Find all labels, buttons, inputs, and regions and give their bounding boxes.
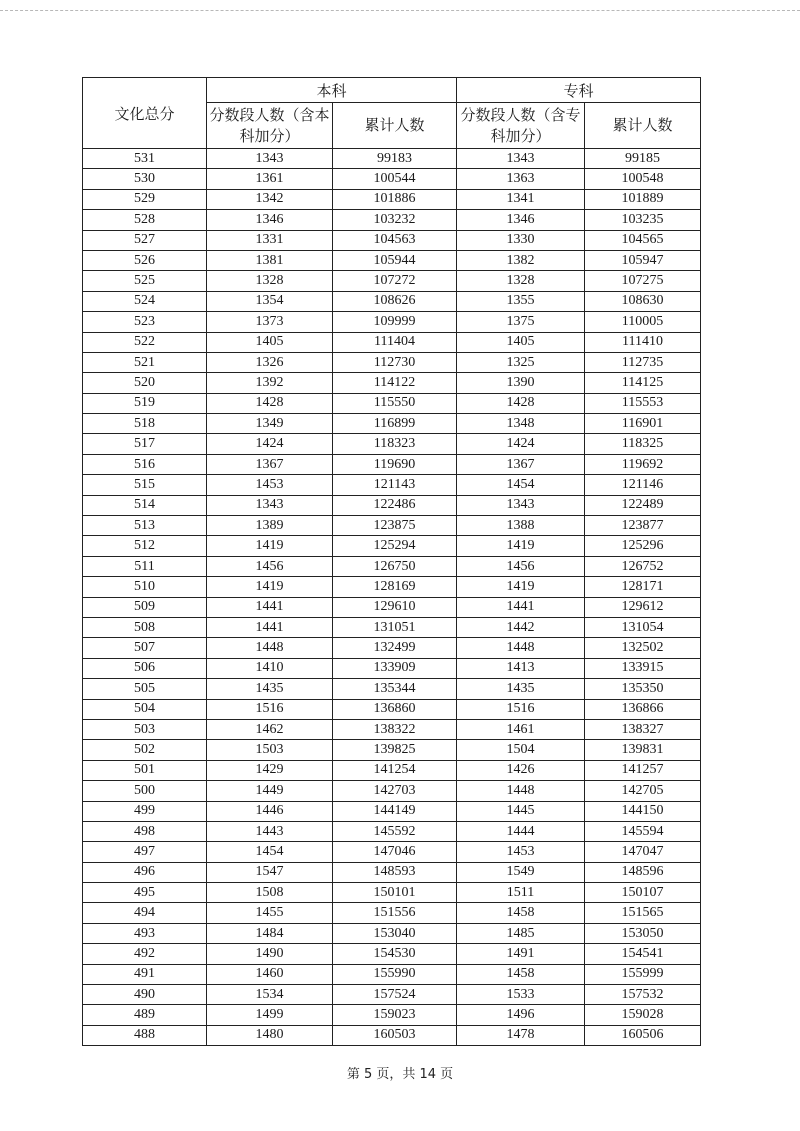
cell-vocational-segment: 1348: [457, 414, 585, 434]
table-row: [83, 454, 701, 474]
cell-undergrad-cumulative: 122486: [333, 495, 457, 515]
cell-vocational-segment: 1504: [457, 740, 585, 760]
cell-score: 521: [83, 352, 207, 372]
table-row: [83, 1025, 701, 1045]
cell-score: 517: [83, 434, 207, 454]
cell-vocational-cumulative: 101889: [585, 189, 701, 209]
table-row: [83, 516, 701, 536]
table-row: [83, 883, 701, 903]
cell-undergrad-cumulative: 150101: [333, 883, 457, 903]
cell-vocational-cumulative: 107275: [585, 271, 701, 291]
cell-score: 512: [83, 536, 207, 556]
cell-vocational-cumulative: 141257: [585, 760, 701, 780]
cell-undergrad-segment: 1381: [207, 250, 333, 270]
cell-score: 494: [83, 903, 207, 923]
cell-vocational-segment: 1485: [457, 923, 585, 943]
table-row: [83, 719, 701, 739]
cell-vocational-cumulative: 103235: [585, 210, 701, 230]
cell-vocational-segment: 1426: [457, 760, 585, 780]
cell-score: 528: [83, 210, 207, 230]
cell-vocational-cumulative: 148596: [585, 862, 701, 882]
header-undergrad-segment: 分数段人数（含本科加分）: [207, 103, 333, 149]
table-row: [83, 373, 701, 393]
cell-vocational-segment: 1328: [457, 271, 585, 291]
cell-score: 518: [83, 414, 207, 434]
cell-vocational-segment: 1458: [457, 903, 585, 923]
cell-undergrad-cumulative: 100544: [333, 169, 457, 189]
cell-vocational-cumulative: 150107: [585, 883, 701, 903]
cell-vocational-cumulative: 105947: [585, 250, 701, 270]
cell-vocational-cumulative: 142705: [585, 781, 701, 801]
table-row: [83, 475, 701, 495]
cell-undergrad-segment: 1534: [207, 985, 333, 1005]
cell-undergrad-cumulative: 153040: [333, 923, 457, 943]
cell-vocational-segment: 1330: [457, 230, 585, 250]
table-row: [83, 577, 701, 597]
table-row: [83, 699, 701, 719]
cell-vocational-cumulative: 125296: [585, 536, 701, 556]
cell-vocational-segment: 1496: [457, 1005, 585, 1025]
table-row: [83, 169, 701, 189]
table-row: [83, 271, 701, 291]
cell-undergrad-cumulative: 103232: [333, 210, 457, 230]
table-row: [83, 903, 701, 923]
cell-score: 501: [83, 760, 207, 780]
cell-undergrad-cumulative: 154530: [333, 944, 457, 964]
cell-vocational-segment: 1445: [457, 801, 585, 821]
cell-vocational-cumulative: 126752: [585, 556, 701, 576]
cell-undergrad-segment: 1480: [207, 1025, 333, 1045]
cell-vocational-cumulative: 104565: [585, 230, 701, 250]
cell-vocational-segment: 1367: [457, 454, 585, 474]
cell-undergrad-segment: 1419: [207, 536, 333, 556]
cell-score: 503: [83, 719, 207, 739]
table-row: [83, 352, 701, 372]
score-distribution-table: [82, 77, 701, 1046]
table-row: [83, 862, 701, 882]
cell-score: 499: [83, 801, 207, 821]
cell-undergrad-cumulative: 135344: [333, 679, 457, 699]
cell-vocational-cumulative: 144150: [585, 801, 701, 821]
cell-undergrad-segment: 1405: [207, 332, 333, 352]
cell-undergrad-segment: 1446: [207, 801, 333, 821]
table-row: [83, 230, 701, 250]
table-body: [83, 149, 701, 1046]
cell-vocational-segment: 1533: [457, 985, 585, 1005]
cell-undergrad-cumulative: 128169: [333, 577, 457, 597]
cell-vocational-cumulative: 123877: [585, 516, 701, 536]
table-row: [83, 332, 701, 352]
cell-vocational-cumulative: 115553: [585, 393, 701, 413]
cell-vocational-cumulative: 122489: [585, 495, 701, 515]
cell-vocational-segment: 1419: [457, 536, 585, 556]
table-row: [83, 617, 701, 637]
cell-score: 493: [83, 923, 207, 943]
header-vocational-cumulative: 累计人数: [585, 103, 701, 149]
cell-score: 516: [83, 454, 207, 474]
cell-vocational-segment: 1453: [457, 842, 585, 862]
cell-vocational-segment: 1458: [457, 964, 585, 984]
header-score: 文化总分: [83, 78, 207, 149]
cell-undergrad-segment: 1490: [207, 944, 333, 964]
cell-vocational-cumulative: 155999: [585, 964, 701, 984]
cell-vocational-cumulative: 129612: [585, 597, 701, 617]
cell-undergrad-cumulative: 132499: [333, 638, 457, 658]
table-row: [83, 434, 701, 454]
cell-vocational-segment: 1341: [457, 189, 585, 209]
table-row: [83, 964, 701, 984]
cell-score: 507: [83, 638, 207, 658]
cell-score: 496: [83, 862, 207, 882]
cell-undergrad-cumulative: 105944: [333, 250, 457, 270]
table-row: [83, 1005, 701, 1025]
cell-undergrad-cumulative: 118323: [333, 434, 457, 454]
header-vocational: 专科: [457, 78, 701, 103]
cell-score: 510: [83, 577, 207, 597]
cell-undergrad-cumulative: 108626: [333, 291, 457, 311]
cell-undergrad-segment: 1367: [207, 454, 333, 474]
cell-vocational-segment: 1516: [457, 699, 585, 719]
cell-score: 530: [83, 169, 207, 189]
table-row: [83, 923, 701, 943]
cell-undergrad-segment: 1516: [207, 699, 333, 719]
cell-undergrad-segment: 1342: [207, 189, 333, 209]
cell-undergrad-segment: 1389: [207, 516, 333, 536]
table-row: [83, 495, 701, 515]
cell-undergrad-cumulative: 144149: [333, 801, 457, 821]
cell-undergrad-cumulative: 101886: [333, 189, 457, 209]
cell-vocational-segment: 1448: [457, 638, 585, 658]
cell-undergrad-segment: 1456: [207, 556, 333, 576]
cell-score: 498: [83, 821, 207, 841]
cell-undergrad-cumulative: 142703: [333, 781, 457, 801]
cell-undergrad-segment: 1454: [207, 842, 333, 862]
cell-undergrad-segment: 1343: [207, 149, 333, 169]
cell-vocational-segment: 1511: [457, 883, 585, 903]
cell-vocational-segment: 1435: [457, 679, 585, 699]
table-row: [83, 801, 701, 821]
cell-score: 500: [83, 781, 207, 801]
cell-score: 488: [83, 1025, 207, 1045]
cell-undergrad-cumulative: 107272: [333, 271, 457, 291]
cell-vocational-segment: 1346: [457, 210, 585, 230]
cell-undergrad-segment: 1343: [207, 495, 333, 515]
cell-vocational-cumulative: 153050: [585, 923, 701, 943]
cell-score: 525: [83, 271, 207, 291]
table-row: [83, 149, 701, 169]
cell-undergrad-segment: 1410: [207, 658, 333, 678]
cell-vocational-segment: 1424: [457, 434, 585, 454]
table-row: [83, 985, 701, 1005]
cell-undergrad-segment: 1349: [207, 414, 333, 434]
cell-vocational-cumulative: 139831: [585, 740, 701, 760]
cell-score: 509: [83, 597, 207, 617]
cell-vocational-cumulative: 151565: [585, 903, 701, 923]
cell-vocational-cumulative: 135350: [585, 679, 701, 699]
cell-undergrad-segment: 1346: [207, 210, 333, 230]
cell-undergrad-cumulative: 151556: [333, 903, 457, 923]
cell-vocational-segment: 1413: [457, 658, 585, 678]
cell-undergrad-cumulative: 112730: [333, 352, 457, 372]
cell-vocational-cumulative: 160506: [585, 1025, 701, 1045]
cell-vocational-segment: 1382: [457, 250, 585, 270]
table-row: [83, 597, 701, 617]
cell-vocational-cumulative: 131054: [585, 617, 701, 637]
cell-undergrad-segment: 1361: [207, 169, 333, 189]
cell-score: 491: [83, 964, 207, 984]
cell-vocational-cumulative: 133915: [585, 658, 701, 678]
cell-score: 505: [83, 679, 207, 699]
table-row: [83, 210, 701, 230]
cell-score: 495: [83, 883, 207, 903]
cell-undergrad-cumulative: 139825: [333, 740, 457, 760]
cell-undergrad-cumulative: 160503: [333, 1025, 457, 1045]
cell-undergrad-segment: 1331: [207, 230, 333, 250]
table-row: [83, 781, 701, 801]
cell-vocational-segment: 1363: [457, 169, 585, 189]
header-row-groups: [83, 78, 701, 103]
table-row: [83, 842, 701, 862]
cell-undergrad-cumulative: 145592: [333, 821, 457, 841]
table-row: [83, 740, 701, 760]
cell-score: 524: [83, 291, 207, 311]
cell-score: 529: [83, 189, 207, 209]
cell-vocational-segment: 1444: [457, 821, 585, 841]
cell-vocational-cumulative: 138327: [585, 719, 701, 739]
cell-vocational-segment: 1405: [457, 332, 585, 352]
cell-undergrad-cumulative: 104563: [333, 230, 457, 250]
cell-vocational-cumulative: 114125: [585, 373, 701, 393]
cell-vocational-cumulative: 128171: [585, 577, 701, 597]
cell-undergrad-segment: 1354: [207, 291, 333, 311]
cell-undergrad-segment: 1455: [207, 903, 333, 923]
cell-vocational-cumulative: 116901: [585, 414, 701, 434]
table-row: [83, 312, 701, 332]
cell-score: 513: [83, 516, 207, 536]
cell-undergrad-segment: 1499: [207, 1005, 333, 1025]
page-number: 第 5 页，共 14 页: [346, 1067, 454, 1082]
cell-undergrad-segment: 1448: [207, 638, 333, 658]
cell-vocational-cumulative: 159028: [585, 1005, 701, 1025]
header-undergrad: 本科: [207, 78, 457, 103]
table-row: [83, 536, 701, 556]
cell-undergrad-segment: 1443: [207, 821, 333, 841]
cell-vocational-segment: 1448: [457, 781, 585, 801]
table-row: [83, 556, 701, 576]
cell-score: 523: [83, 312, 207, 332]
cell-score: 508: [83, 617, 207, 637]
cell-undergrad-segment: 1462: [207, 719, 333, 739]
cell-vocational-cumulative: 99185: [585, 149, 701, 169]
cell-undergrad-segment: 1428: [207, 393, 333, 413]
cell-score: 522: [83, 332, 207, 352]
cell-undergrad-segment: 1441: [207, 617, 333, 637]
cell-vocational-segment: 1428: [457, 393, 585, 413]
cell-vocational-segment: 1419: [457, 577, 585, 597]
cell-vocational-segment: 1549: [457, 862, 585, 882]
table-row: [83, 679, 701, 699]
cell-undergrad-cumulative: 157524: [333, 985, 457, 1005]
cell-vocational-segment: 1375: [457, 312, 585, 332]
cell-undergrad-cumulative: 141254: [333, 760, 457, 780]
cell-undergrad-segment: 1373: [207, 312, 333, 332]
cell-undergrad-cumulative: 133909: [333, 658, 457, 678]
table-row: [83, 821, 701, 841]
table-row: [83, 414, 701, 434]
cell-score: 502: [83, 740, 207, 760]
cell-score: 511: [83, 556, 207, 576]
cell-score: 520: [83, 373, 207, 393]
cell-undergrad-segment: 1449: [207, 781, 333, 801]
cell-undergrad-cumulative: 148593: [333, 862, 457, 882]
cell-vocational-cumulative: 112735: [585, 352, 701, 372]
cell-score: 497: [83, 842, 207, 862]
cell-vocational-segment: 1491: [457, 944, 585, 964]
cell-undergrad-cumulative: 125294: [333, 536, 457, 556]
cell-vocational-segment: 1461: [457, 719, 585, 739]
cell-vocational-cumulative: 121146: [585, 475, 701, 495]
cell-undergrad-cumulative: 155990: [333, 964, 457, 984]
cell-score: 527: [83, 230, 207, 250]
cell-score: 492: [83, 944, 207, 964]
cell-vocational-cumulative: 111410: [585, 332, 701, 352]
cell-undergrad-cumulative: 159023: [333, 1005, 457, 1025]
cell-vocational-cumulative: 154541: [585, 944, 701, 964]
cell-undergrad-cumulative: 129610: [333, 597, 457, 617]
cell-undergrad-cumulative: 123875: [333, 516, 457, 536]
cell-undergrad-cumulative: 136860: [333, 699, 457, 719]
cell-undergrad-segment: 1508: [207, 883, 333, 903]
cell-undergrad-cumulative: 119690: [333, 454, 457, 474]
cell-vocational-segment: 1478: [457, 1025, 585, 1045]
cell-vocational-cumulative: 119692: [585, 454, 701, 474]
cell-undergrad-cumulative: 138322: [333, 719, 457, 739]
cell-vocational-segment: 1454: [457, 475, 585, 495]
header-undergrad-cumulative: 累计人数: [333, 103, 457, 149]
cell-undergrad-segment: 1429: [207, 760, 333, 780]
cell-score: 506: [83, 658, 207, 678]
cell-undergrad-segment: 1484: [207, 923, 333, 943]
cell-vocational-cumulative: 147047: [585, 842, 701, 862]
cell-score: 519: [83, 393, 207, 413]
cell-undergrad-segment: 1419: [207, 577, 333, 597]
cell-undergrad-cumulative: 109999: [333, 312, 457, 332]
cell-undergrad-segment: 1328: [207, 271, 333, 291]
table-row: [83, 944, 701, 964]
cell-vocational-cumulative: 136866: [585, 699, 701, 719]
cell-vocational-segment: 1343: [457, 149, 585, 169]
cell-vocational-cumulative: 118325: [585, 434, 701, 454]
table-row: [83, 250, 701, 270]
cell-vocational-cumulative: 157532: [585, 985, 701, 1005]
table-row: [83, 189, 701, 209]
cell-vocational-segment: 1325: [457, 352, 585, 372]
cell-undergrad-cumulative: 126750: [333, 556, 457, 576]
cell-undergrad-segment: 1460: [207, 964, 333, 984]
cell-undergrad-segment: 1441: [207, 597, 333, 617]
cell-undergrad-cumulative: 99183: [333, 149, 457, 169]
cell-undergrad-cumulative: 114122: [333, 373, 457, 393]
cell-vocational-cumulative: 108630: [585, 291, 701, 311]
table-row: [83, 658, 701, 678]
cell-undergrad-segment: 1392: [207, 373, 333, 393]
cell-undergrad-segment: 1453: [207, 475, 333, 495]
cell-undergrad-cumulative: 147046: [333, 842, 457, 862]
cell-undergrad-segment: 1547: [207, 862, 333, 882]
cell-undergrad-segment: 1435: [207, 679, 333, 699]
cell-vocational-segment: 1390: [457, 373, 585, 393]
table-row: [83, 760, 701, 780]
cell-vocational-cumulative: 145594: [585, 821, 701, 841]
cell-score: 515: [83, 475, 207, 495]
cell-undergrad-cumulative: 116899: [333, 414, 457, 434]
table-row: [83, 638, 701, 658]
cell-undergrad-cumulative: 115550: [333, 393, 457, 413]
cell-undergrad-cumulative: 121143: [333, 475, 457, 495]
table-row: [83, 393, 701, 413]
cell-score: 490: [83, 985, 207, 1005]
cell-vocational-segment: 1355: [457, 291, 585, 311]
cell-vocational-segment: 1441: [457, 597, 585, 617]
cell-undergrad-segment: 1326: [207, 352, 333, 372]
cell-undergrad-segment: 1503: [207, 740, 333, 760]
cell-undergrad-cumulative: 111404: [333, 332, 457, 352]
scan-top-rule: [0, 10, 800, 11]
cell-vocational-segment: 1388: [457, 516, 585, 536]
cell-score: 504: [83, 699, 207, 719]
cell-score: 531: [83, 149, 207, 169]
cell-vocational-cumulative: 132502: [585, 638, 701, 658]
table-row: [83, 291, 701, 311]
cell-vocational-cumulative: 110005: [585, 312, 701, 332]
cell-score: 489: [83, 1005, 207, 1025]
cell-undergrad-cumulative: 131051: [333, 617, 457, 637]
cell-score: 526: [83, 250, 207, 270]
cell-undergrad-segment: 1424: [207, 434, 333, 454]
cell-vocational-segment: 1456: [457, 556, 585, 576]
cell-vocational-segment: 1343: [457, 495, 585, 515]
cell-score: 514: [83, 495, 207, 515]
header-vocational-segment: 分数段人数（含专科加分）: [457, 103, 585, 149]
cell-vocational-segment: 1442: [457, 617, 585, 637]
cell-vocational-cumulative: 100548: [585, 169, 701, 189]
